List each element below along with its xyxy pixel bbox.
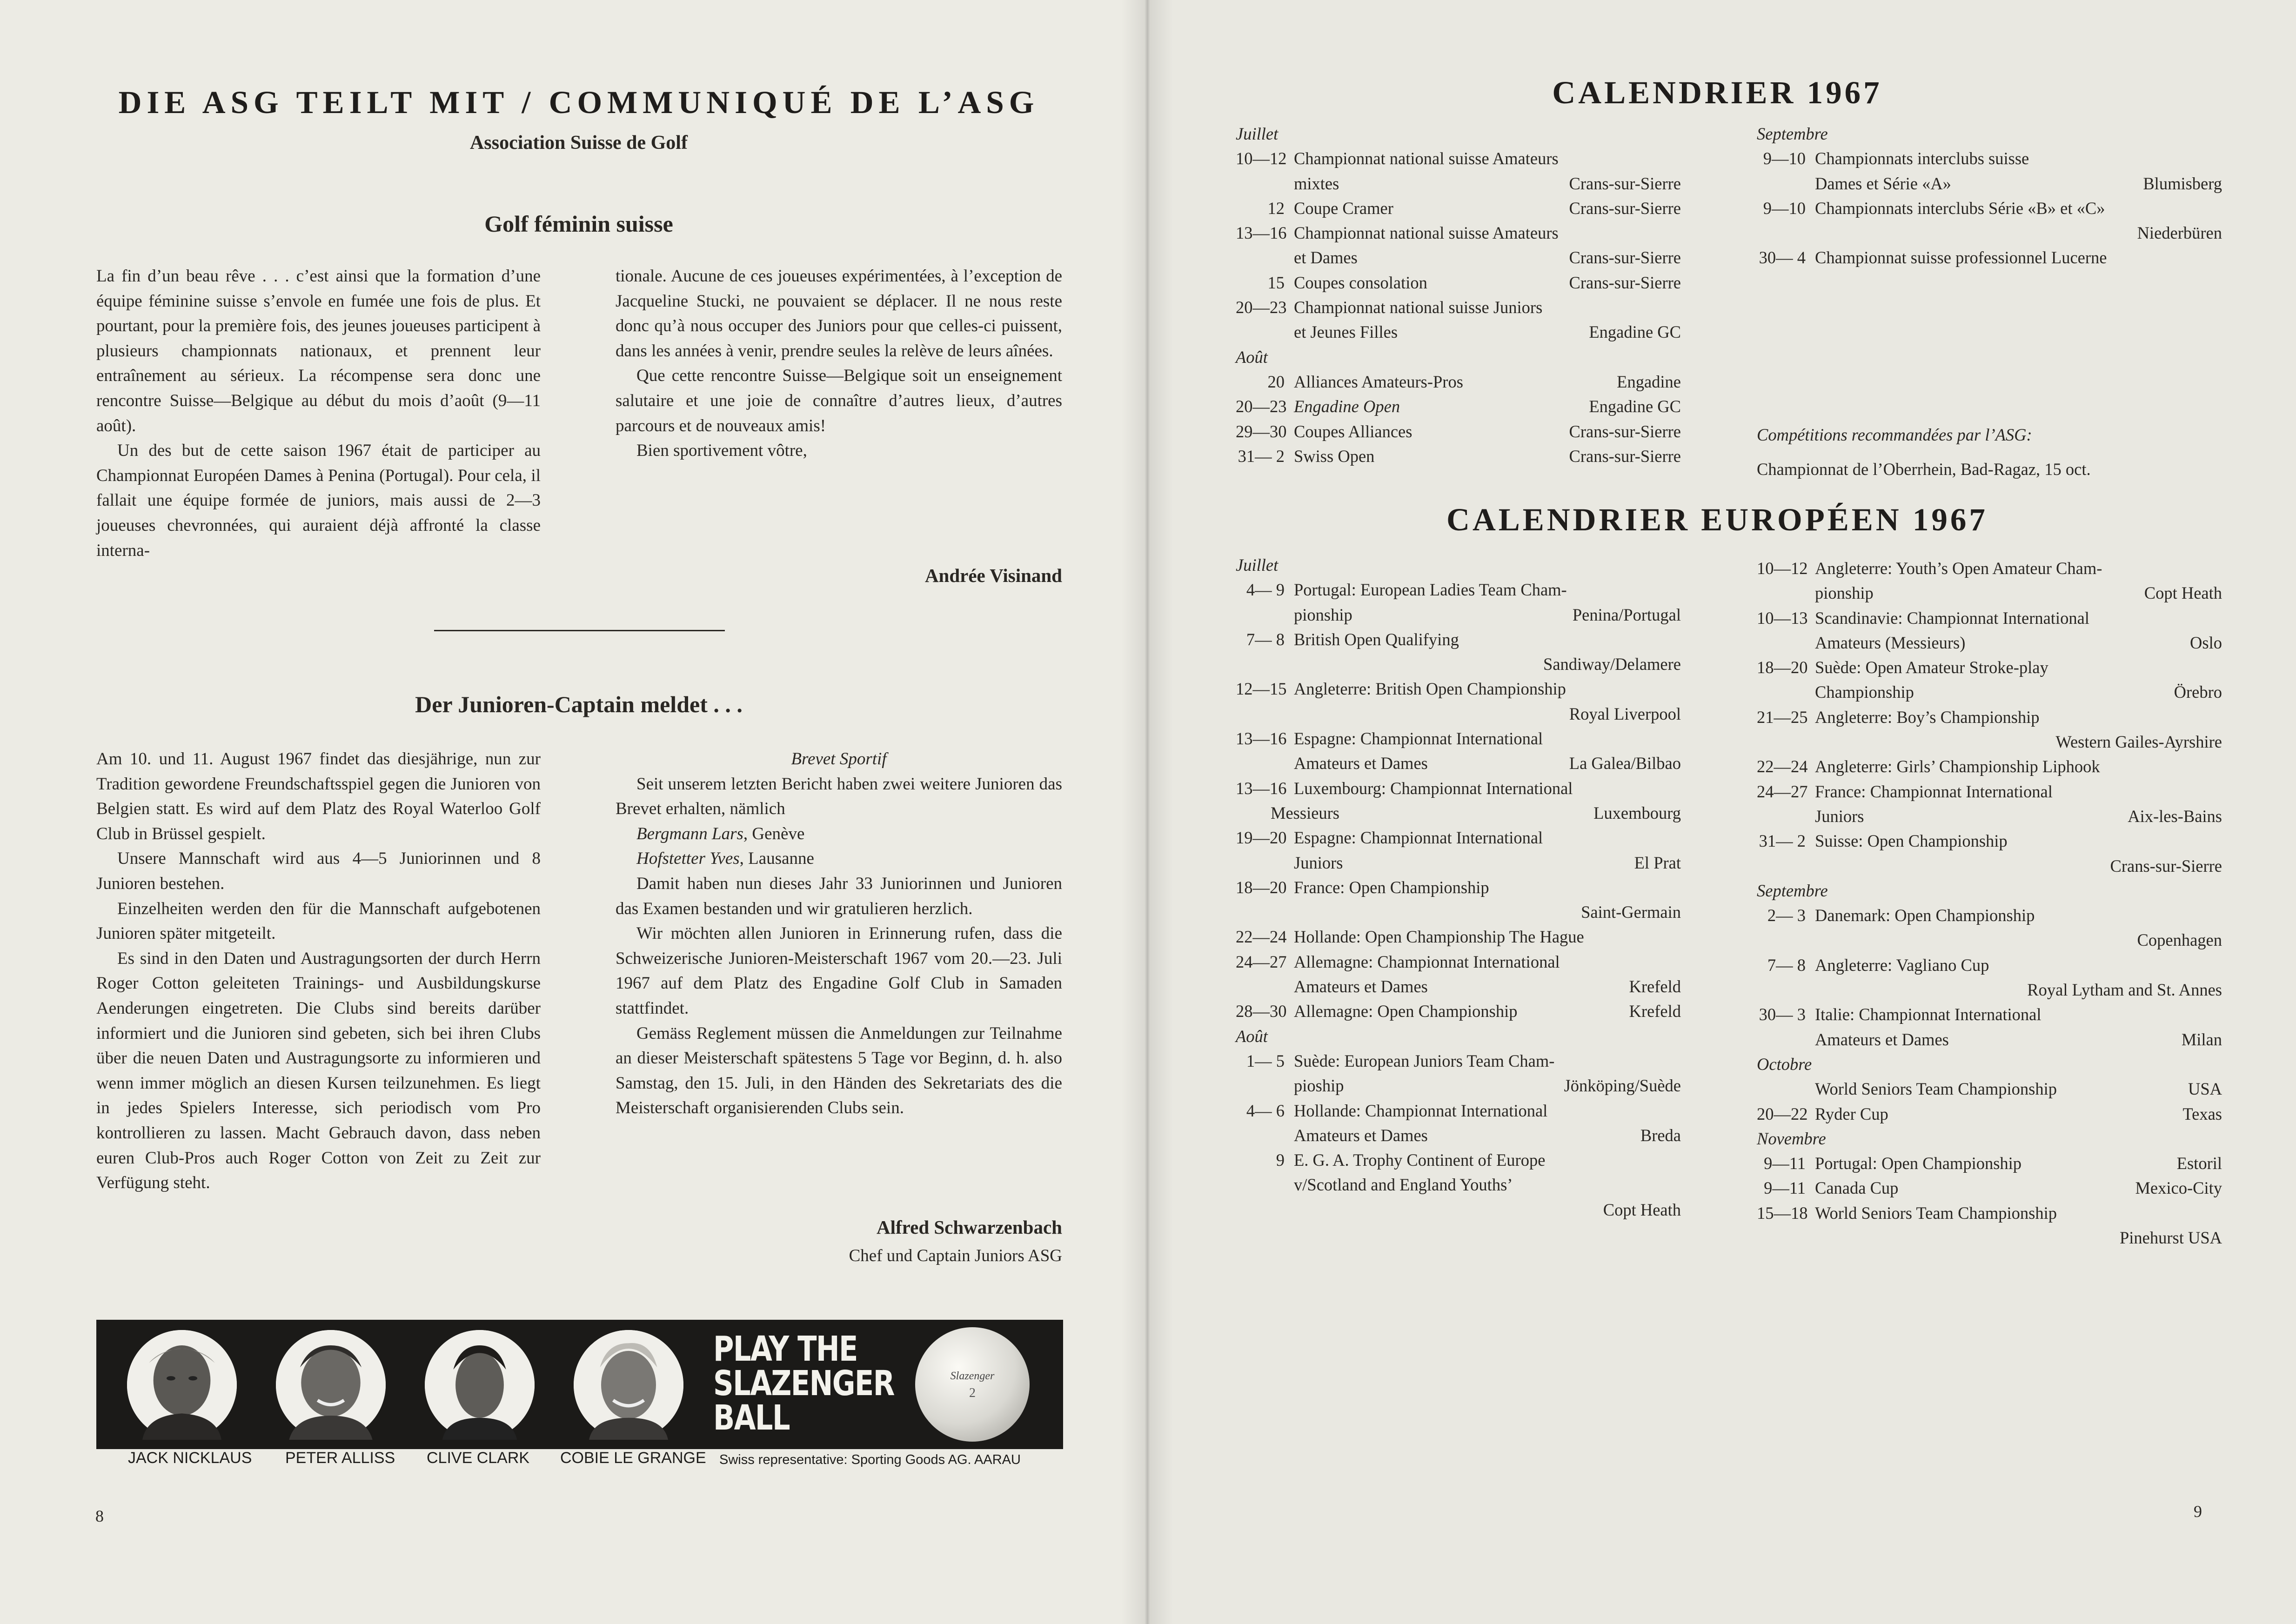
event-name: Angleterre: Girls’ Championship Liphook <box>1815 757 2100 776</box>
calendar-row <box>1236 627 1681 652</box>
calendar-row <box>1757 754 2222 779</box>
paragraph: Bien sportivement vôtre, <box>636 441 807 461</box>
event-place: Crans-sur-Sierre <box>1569 421 1681 441</box>
page-header: DIE ASG TEILT MIT / COMMUNIQUÉ DE L’ASG <box>118 85 1039 120</box>
slazenger-advertisement <box>96 1320 1063 1449</box>
section-title-junioren: Der Junioren-Captain meldet . . . <box>415 691 743 717</box>
event-name: Italie: Championnat International <box>1815 1005 2042 1024</box>
calendar-row <box>1757 245 2222 270</box>
calendar-row <box>1757 196 2222 221</box>
event-place: Pinehurst USA <box>2119 1228 2222 1248</box>
event-place: Crans-sur-Sierre <box>1569 198 1681 218</box>
event-place: Jönköping/Suède <box>1564 1076 1681 1096</box>
event-place: Crans-sur-Sierre <box>1569 273 1681 292</box>
recommended-item: Championnat de l’Oberrhein, Bad-Ragaz, 15 oct. <box>1757 460 2091 479</box>
junior-article-column-1 <box>96 747 541 1196</box>
calendar-row <box>1757 953 2222 977</box>
event-date: 7— 8 <box>1767 955 1806 975</box>
calendar-1967-column-2 <box>1757 121 2222 270</box>
calendar-row <box>1236 270 1681 295</box>
calendar-row <box>1757 146 2222 171</box>
event-date <box>1757 928 1815 952</box>
ad-representative: Swiss representative: Sporting Goods AG. AARAU <box>719 1452 1021 1467</box>
calendar-row <box>1236 825 1681 850</box>
event-name: Angleterre: Boy’s Championship <box>1815 707 2040 727</box>
event-place: USA <box>2188 1079 2222 1099</box>
calendar-row <box>1236 676 1681 701</box>
event-name: France: Open Championship <box>1294 877 1489 897</box>
calendar-row <box>1236 245 1681 270</box>
event-date <box>1757 581 1815 605</box>
calendar-row <box>1236 196 1681 221</box>
paragraph: Gemäss Reglement müssen die Anmeldungen zur Teilnahme an dieser Meisterschaft spätestens 5 Tage vor Beginn, d. h. also Samstag, den 15. Juli, in den Händen des Sekretariats des die Meisterschaft organisierenden Clubs sein. <box>616 1023 1062 1118</box>
event-name: Coupe Cramer <box>1294 198 1393 218</box>
event-date <box>1236 850 1294 875</box>
event-place: Penina/Portugal <box>1572 605 1681 624</box>
event-date: 31— 2 <box>1759 831 1806 851</box>
event-date: 28—30 <box>1236 1002 1287 1021</box>
event-date <box>1757 1076 1815 1101</box>
recommended-title: Compétitions recommandées par l’ASG: <box>1757 425 2032 444</box>
event-date <box>1236 702 1294 726</box>
event-name: v/Scotland and England Youths’ <box>1294 1175 1513 1195</box>
event-date: 22—24 <box>1236 927 1287 947</box>
calendar-row <box>1757 606 2222 630</box>
event-date <box>1236 171 1294 196</box>
event-name: Championnats interclubs Série «B» et «C» <box>1815 198 2105 218</box>
event-name: British Open Qualifying <box>1294 629 1459 649</box>
event-place: Crans-sur-Sierre <box>1569 174 1681 193</box>
calendar-row <box>1236 171 1681 196</box>
calendar-row <box>1236 924 1681 949</box>
event-date: 24—27 <box>1236 952 1287 971</box>
event-date: 10—13 <box>1757 608 1808 628</box>
event-place: Engadine GC <box>1589 397 1681 416</box>
event-name: Alliances Amateurs-Pros <box>1294 372 1463 391</box>
golf-article-column-1 <box>96 264 541 563</box>
calendar-row <box>1236 320 1681 344</box>
calendar-1967-column-1 <box>1236 121 1681 468</box>
brevet-place: , Lausanne <box>739 849 814 869</box>
event-place: Texas <box>2182 1104 2222 1123</box>
event-place: Blumisberg <box>2143 174 2222 193</box>
event-date <box>1757 804 1815 829</box>
calendar-month: Juillet <box>1236 555 1279 575</box>
event-date <box>1236 320 1294 344</box>
event-name: Messieurs <box>1271 803 1340 822</box>
event-name: World Seniors Team Championship <box>1815 1203 2057 1223</box>
calendar-row <box>1757 1102 2222 1126</box>
calendar-row <box>1757 221 2222 245</box>
event-name: E. G. A. Trophy Continent of Europe <box>1294 1150 1546 1170</box>
event-date <box>1757 630 1815 655</box>
event-name: Championnat suisse professionnel Lucerne <box>1815 248 2107 267</box>
paragraph: Unsere Mannschaft wird aus 4—5 Juniorinnen und 8 Junioren bestehen. <box>96 849 541 893</box>
event-place: Krefeld <box>1629 1002 1681 1021</box>
player-name: COBIE LE GRANGE <box>560 1449 706 1467</box>
event-date <box>1757 1027 1815 1052</box>
event-name: Championnat national suisse Juniors <box>1294 298 1543 317</box>
event-name: et Jeunes Filles <box>1294 322 1398 342</box>
paragraph: Un des but de cette saison 1967 était de participer au Championnat Européen Dames à Penina (Portugal). Pour cela, il fallait une équipe formée de juniors, mais aussi de 2—3 joueuses chevronnées, qui auraient déjà affronté la classe interna- <box>96 441 541 560</box>
event-name: Amateurs (Messieurs) <box>1815 633 1966 652</box>
calendar-row <box>1236 295 1681 320</box>
paragraph: Que cette rencontre Suisse—Belgique soit un enseignement salutaire et une joie de connaître d’autres lieux, d’autres parcours et de nouveaux amis! <box>616 366 1062 435</box>
event-date: 29—30 <box>1236 421 1287 441</box>
calendar-row <box>1757 779 2222 804</box>
event-name: Amateurs et Dames <box>1294 1125 1428 1145</box>
calendar-row <box>1757 977 2222 1002</box>
event-date: 4— 6 <box>1246 1101 1285 1120</box>
event-date: 4— 9 <box>1246 580 1285 600</box>
brevet-person: Bergmann Lars <box>636 824 743 843</box>
calendar-row <box>1236 726 1681 751</box>
event-name: et Dames <box>1294 248 1358 267</box>
event-date: 9—10 <box>1763 149 1806 168</box>
calendar-row <box>1757 729 2222 754</box>
event-name: Championnat national suisse Amateurs <box>1294 149 1559 168</box>
calendar-row <box>1236 394 1681 419</box>
event-place: Oslo <box>2190 633 2222 652</box>
calendar-row <box>1236 1197 1681 1222</box>
event-date <box>1236 974 1294 999</box>
paragraph: Es sind in den Daten und Austragungsorten der durch Herrn Roger Cotton geleiteten Trainings- und Ausbildungskurse Aenderungen eingetreten. Die Clubs sind bereits darüber informiert und die Junioren sind gebeten, sich bei ihren Clubs über die neuen Daten und Austragungsorte zu informieren und wenn immer möglich an diesen Kursen teilzunehmen. Es liegt in jedes Spielers Interesse, sich periodisch vom Pro kontrollieren zu lassen. Macht Gebrauch davon, dass neben euren Club-Pros auch Roger Cotton von Zeit zu Zeit zur Verfügung steht. <box>96 949 541 1193</box>
event-place: Luxembourg <box>1593 803 1681 822</box>
brevet-name <box>616 822 1062 847</box>
event-name: Engadine Open <box>1294 397 1400 416</box>
event-date: 20 <box>1267 372 1285 391</box>
event-name: Scandinavie: Championnat International <box>1815 608 2089 628</box>
event-place: Crans-sur-Sierre <box>1569 446 1681 466</box>
calendar-row <box>1236 419 1681 444</box>
calendar-row <box>1236 652 1681 676</box>
event-name: Suède: European Juniors Team Cham- <box>1294 1051 1555 1070</box>
event-date: 22—24 <box>1757 757 1808 776</box>
event-name: Juniors <box>1294 853 1343 872</box>
event-name: Hollande: Open Championship The Hague <box>1294 927 1584 947</box>
event-place: Krefeld <box>1629 977 1681 996</box>
brevet-name <box>616 846 1062 871</box>
event-name: Juniors <box>1815 806 1864 826</box>
event-place: Milan <box>2181 1029 2222 1049</box>
event-place: La Galea/Bilbao <box>1569 754 1681 773</box>
european-calendar-column-2 <box>1757 556 2222 1250</box>
calendar-row <box>1757 171 2222 196</box>
event-place: Niederbüren <box>2137 223 2222 243</box>
event-name: France: Championnat International <box>1815 782 2053 801</box>
brevet-place: , Genève <box>743 824 805 843</box>
european-calendar-title: CALENDRIER EUROPÉEN 1967 <box>1446 502 1988 537</box>
calendar-row <box>1236 900 1681 924</box>
event-date <box>1757 221 1815 245</box>
event-date <box>1236 751 1294 775</box>
event-name: Coupes Alliances <box>1294 421 1412 441</box>
calendar-row <box>1236 999 1681 1023</box>
event-date <box>1236 1073 1294 1098</box>
calendar-row <box>1236 974 1681 999</box>
european-calendar-column-1 <box>1236 553 1681 1222</box>
calendar-row <box>1236 1073 1681 1098</box>
event-name: pioship <box>1294 1076 1344 1096</box>
book-gutter <box>1121 0 1173 1624</box>
calendar-row <box>1236 602 1681 627</box>
player-portrait <box>574 1330 683 1440</box>
event-place: Estoril <box>2176 1154 2222 1173</box>
junior-article-column-2 <box>616 747 1062 1121</box>
calendar-row <box>1757 705 2222 729</box>
calendar-row <box>1236 850 1681 875</box>
calendar-row <box>1757 854 2222 878</box>
ad-headline-line: PLAY THE <box>713 1329 857 1369</box>
ad-headline-line: BALL <box>713 1398 790 1438</box>
event-place: Breda <box>1640 1125 1681 1145</box>
event-name: Portugal: European Ladies Team Cham- <box>1294 580 1567 600</box>
calendar-row <box>1757 1176 2222 1200</box>
event-place: Aix-les-Bains <box>2128 806 2222 826</box>
junior-article-paragraphs <box>616 871 1062 1121</box>
event-place: Sandiway/Delamere <box>1543 655 1681 674</box>
event-date: 19—20 <box>1236 828 1287 848</box>
event-name: Espagne: Championnat International <box>1294 729 1543 749</box>
calendar-row <box>1757 680 2222 704</box>
event-name: Amateurs et Dames <box>1815 1029 1949 1049</box>
paragraph: Wir möchten allen Junioren in Erinnerung rufen, dass die Schweizerische Junioren-Meisterschaft 1967 vom 20.—23. Juli 1967 auf dem Platz des Engadine Golf Club in Samaden stattfindet. <box>616 924 1062 1018</box>
event-date: 15—18 <box>1757 1203 1808 1223</box>
event-place: Copenhagen <box>2137 930 2222 950</box>
event-name: Canada Cup <box>1815 1178 1899 1198</box>
event-date: 9—11 <box>1764 1178 1806 1198</box>
player-portrait <box>276 1330 386 1440</box>
event-name: Dames et Série «A» <box>1815 174 1951 193</box>
calendar-row <box>1757 1027 2222 1052</box>
calendar-row <box>1757 1002 2222 1027</box>
section-divider <box>434 630 725 631</box>
junior-signature-role: Chef und Captain Juniors ASG <box>849 1246 1062 1265</box>
event-date <box>1757 171 1815 196</box>
event-name: Hollande: Championnat International <box>1294 1101 1548 1120</box>
event-name: Championship <box>1815 682 1914 702</box>
calendar-row <box>1236 221 1681 245</box>
event-date: 31— 2 <box>1238 446 1285 466</box>
calendar-row <box>1236 801 1681 825</box>
event-place: Western Gailes-Ayrshire <box>2055 732 2222 752</box>
calendar-row <box>1757 829 2222 853</box>
calendar-row <box>1757 1151 2222 1176</box>
event-date: 12—15 <box>1236 679 1287 699</box>
calendar-row <box>1757 804 2222 829</box>
event-name: Portugal: Open Championship <box>1815 1154 2022 1173</box>
event-date <box>1236 652 1294 676</box>
event-name: Swiss Open <box>1294 446 1375 466</box>
player-name: PETER ALLISS <box>285 1449 395 1467</box>
calendar-row <box>1757 556 2222 581</box>
event-date: 9—11 <box>1764 1154 1806 1173</box>
event-name: pionship <box>1815 583 1874 603</box>
event-place: Saint-Germain <box>1581 902 1681 922</box>
event-name: Suisse: Open Championship <box>1815 831 2008 851</box>
event-place: Crans-sur-Sierre <box>2110 856 2222 875</box>
golf-article-column-2 <box>616 264 1062 463</box>
ad-headline <box>713 1329 894 1438</box>
brevet-intro: Seit unserem letzten Bericht haben zwei weitere Junioren das Brevet erhalten, nämlich <box>616 774 1062 819</box>
calendar-row <box>1236 949 1681 974</box>
calendar-month: Août <box>1236 347 1268 367</box>
calendar-month: Septembre <box>1757 881 1828 900</box>
paragraph: Am 10. und 11. August 1967 findet das diesjährige, nun zur Tradition gewordene Freundschaftsspiel gegen die Junioren von Belgien statt. Es wird auf dem Platz des Royal Waterloo Golf Club in Brüssel gespielt. <box>96 749 541 843</box>
page-subheader: Association Suisse de Golf <box>470 132 688 154</box>
event-date <box>1757 977 1815 1002</box>
event-date: 10—12 <box>1757 559 1808 578</box>
calendar-row <box>1236 1098 1681 1123</box>
event-date: 9—10 <box>1763 198 1806 218</box>
event-date: 13—16 <box>1236 778 1287 798</box>
event-date <box>1757 680 1815 704</box>
event-date: 18—20 <box>1236 877 1287 897</box>
event-name: pionship <box>1294 605 1352 624</box>
event-date <box>1757 729 1815 754</box>
event-name: Angleterre: Vagliano Cup <box>1815 955 1989 975</box>
event-date <box>1236 1123 1294 1148</box>
event-place: Örebro <box>2174 682 2222 702</box>
page-number: 8 <box>95 1507 104 1525</box>
event-name: Angleterre: British Open Championship <box>1294 679 1566 699</box>
calendar-row <box>1236 146 1681 171</box>
event-name: Allemagne: Open Championship <box>1294 1002 1518 1021</box>
calendar-row <box>1236 577 1681 602</box>
event-name: Allemagne: Championnat International <box>1294 952 1560 971</box>
event-date <box>1757 854 1815 878</box>
calendar-row <box>1236 751 1681 775</box>
event-date: 20—22 <box>1757 1104 1808 1123</box>
golf-ball-image <box>915 1327 1030 1442</box>
calendar-month: Octobre <box>1757 1054 1812 1074</box>
player-portrait <box>127 1330 237 1440</box>
event-date: 15 <box>1267 273 1285 292</box>
event-name: Championnats interclubs suisse <box>1815 149 2029 168</box>
calendar-row <box>1236 776 1681 801</box>
event-date <box>1236 1172 1294 1197</box>
event-name: Amateurs et Dames <box>1294 754 1428 773</box>
calendar-month: Novembre <box>1757 1129 1826 1148</box>
event-name: Angleterre: Youth’s Open Amateur Cham- <box>1815 559 2102 578</box>
calendar-row <box>1757 903 2222 928</box>
player-name: JACK NICKLAUS <box>128 1449 252 1467</box>
event-place: Engadine GC <box>1589 322 1681 342</box>
event-date: 20—23 <box>1236 298 1287 317</box>
event-date: 9 <box>1276 1150 1285 1170</box>
event-date: 21—25 <box>1757 707 1808 727</box>
event-name: mixtes <box>1294 174 1339 193</box>
event-date: 30— 4 <box>1759 248 1806 267</box>
event-name: Suède: Open Amateur Stroke-play <box>1815 658 2048 677</box>
calendar-month: Août <box>1236 1026 1268 1046</box>
brevet-names <box>616 822 1062 871</box>
event-date: 24—27 <box>1757 782 1808 801</box>
calendar-row <box>1236 702 1681 726</box>
calendar-row <box>1757 1076 2222 1101</box>
event-date: 30— 3 <box>1759 1005 1806 1024</box>
junior-signature-name: Alfred Schwarzenbach <box>877 1216 1062 1238</box>
calendar-row <box>1757 1225 2222 1250</box>
event-date: 20—23 <box>1236 397 1287 416</box>
event-name: Amateurs et Dames <box>1294 977 1428 996</box>
event-name: World Seniors Team Championship <box>1815 1079 2057 1099</box>
calendar-row <box>1236 1049 1681 1073</box>
calendar-row <box>1236 369 1681 394</box>
calendar-title: CALENDRIER 1967 <box>1552 75 1882 110</box>
event-date: 13—16 <box>1236 729 1287 749</box>
page-number: 9 <box>2194 1502 2202 1521</box>
event-place: Engadine <box>1617 372 1681 391</box>
calendar-row <box>1236 1148 1681 1172</box>
calendar-row <box>1757 1201 2222 1225</box>
ball-number: 2 <box>969 1386 976 1400</box>
event-place: Copt Heath <box>2144 583 2222 603</box>
ad-headline-line: SLAZENGER <box>713 1363 894 1403</box>
calendar-row <box>1236 1123 1681 1148</box>
event-place: Mexico-City <box>2135 1178 2222 1198</box>
calendar-row <box>1236 875 1681 900</box>
event-name: Espagne: Championnat International <box>1294 828 1543 848</box>
calendar-row <box>1757 630 2222 655</box>
player-portrait <box>425 1330 535 1440</box>
event-date <box>1236 900 1294 924</box>
event-date <box>1757 1225 1815 1250</box>
brevet-person: Hofstetter Yves <box>636 849 740 869</box>
event-name: Ryder Cup <box>1815 1104 1888 1123</box>
event-date <box>1236 245 1294 270</box>
calendar-month: Juillet <box>1236 124 1279 143</box>
left-page <box>0 0 1147 1624</box>
event-name: Luxembourg: Championnat International <box>1294 778 1573 798</box>
player-name: CLIVE CLARK <box>427 1449 530 1467</box>
calendar-row <box>1757 581 2222 605</box>
event-date: 10—12 <box>1236 149 1287 168</box>
right-page <box>1147 0 2296 1624</box>
event-date: 1— 5 <box>1246 1051 1285 1070</box>
paragraph: Einzelheiten werden den für die Mannschaft aufgebotenen Junioren später mitgeteilt. <box>96 899 541 943</box>
golf-signature: Andrée Visinand <box>924 565 1062 586</box>
event-date: 13—16 <box>1236 223 1287 243</box>
event-date: 7— 8 <box>1246 629 1285 649</box>
calendar-row <box>1236 1172 1681 1197</box>
event-name: Championnat national suisse Amateurs <box>1294 223 1559 243</box>
calendar-row <box>1757 655 2222 680</box>
event-date <box>1236 602 1294 627</box>
event-name: Coupes consolation <box>1294 273 1427 292</box>
event-place: Royal Lytham and St. Annes <box>2027 980 2222 1000</box>
ball-brand: Slazenger <box>950 1370 995 1382</box>
event-place: El Prat <box>1634 853 1681 872</box>
paragraph: La fin d’un beau rêve . . . c’est ainsi que la formation d’une équipe féminine suisse s’envole en fumée une fois de plus. Et pourtant, pour la première fois, des jeunes joueuses participent à plusieurs championnats nationaux, et prennent leur entraînement au sérieux. La récompense sera donc une rencontre Suisse—Belgique au début du mois d’août (9—11 août). <box>96 267 541 435</box>
calendar-row <box>1236 444 1681 468</box>
calendar-month: Septembre <box>1757 124 1828 143</box>
paragraph: tionale. Aucune de ces joueuses expérimentées, à l’exception de Jacqueline Stucki, ne pouvaient se déplacer. Il ne nous reste donc qu’à nous occuper des Juniors pour que celles-ci puissent, dans les années à venir, prendre seules la relève de leurs aînées. <box>616 267 1062 361</box>
event-date: 18—20 <box>1757 658 1808 677</box>
paragraph: Damit haben nun dieses Jahr 33 Juniorinnen und Junioren das Examen bestanden und wir gratulieren herzlich. <box>616 874 1062 918</box>
event-place: Copt Heath <box>1603 1200 1681 1219</box>
calendar-row <box>1757 928 2222 952</box>
event-date <box>1236 1197 1294 1222</box>
event-name: Danemark: Open Championship <box>1815 906 2035 925</box>
event-place: Royal Liverpool <box>1569 704 1681 723</box>
event-date: 12 <box>1267 198 1285 218</box>
section-title-golf-feminin: Golf féminin suisse <box>484 211 673 237</box>
event-date: 2— 3 <box>1767 906 1806 925</box>
event-place: Crans-sur-Sierre <box>1569 248 1681 267</box>
brevet-title: Brevet Sportif <box>791 749 887 769</box>
